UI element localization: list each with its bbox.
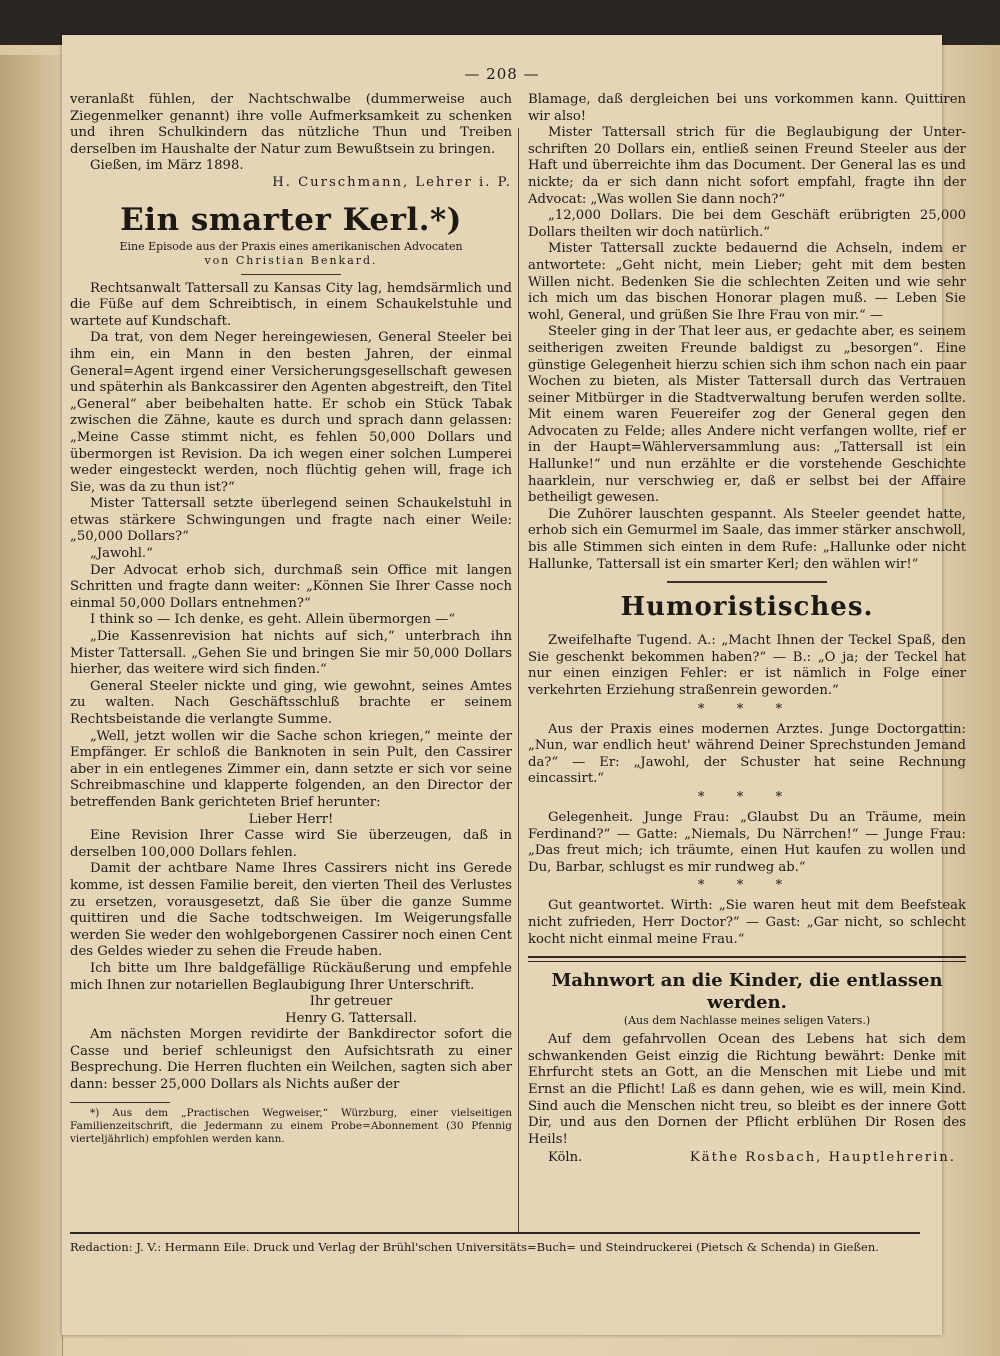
- humor-section-title: Humoristisches.: [620, 592, 874, 623]
- footer-divider: [70, 1232, 920, 1234]
- paragraph: General Steeler nickte und ging, wie gewohnt, seines Amtes zu walten. Nach Geschäftsschluß brachte er seinem Rechtsbeistande die verlangte Summe.: [70, 678, 512, 727]
- paragraph: Mister Tattersall strich für die Beglaubigung der Unterschriften 20 Dollars ein, entließ seinen Freund Steeler aus der Haft und überreichte ihm das Document. Der General las es und nickte; da er sich dann nicht sofort empfahl, fragte ihn der Advocat: „Was wollen Sie dann noch?“: [528, 125, 966, 207]
- asterism: * * *: [697, 878, 797, 894]
- footnote-divider: [70, 1102, 170, 1103]
- column-divider: [518, 128, 519, 1233]
- title-divider: [241, 274, 341, 275]
- asterism: * * *: [697, 789, 797, 805]
- letter-salutation: Lieber Herr!: [248, 811, 334, 827]
- author-signature: H. Curschmann, Lehrer i. P.: [272, 174, 512, 190]
- intro-paragraph: veranlaßt fühlen, der Nachtschwalbe (dummerweise auch Ziegenmelker genannt) ihre volle Aufmerksamkeit zu schenken und ihren Schulkindern das nützliche Thun und Treiben derselben im Haushalte der Natur zum Bewußtsein zu bringen.: [70, 92, 512, 157]
- article-subtitle-2: von Christian Benkard.: [204, 253, 378, 267]
- joke: Zweifelhafte Tugend. A.: „Macht Ihnen der Teckel Spaß, den Sie geschenkt bekommen haben?“ — B.: „O ja; der Teckel hat nur einen einzigen Fehler: er ist nämlich in Folge einer verkehrten Erziehung straßenrein geworden.“: [528, 633, 966, 698]
- paragraph: „Jawohl.“: [90, 546, 153, 562]
- paragraph: Mister Tattersall zuckte bedauernd die Achseln, indem er antwortete: „Geht nicht, mein Lieber; geht mit dem besten Willen nicht. Bedenken Sie die schlechten Zeiten und wie sehr ich mich um das bischen Honorar plagen muß. — Leben Sie wohl, General, und grüßen Sie Ihre Frau von mir.“ —: [528, 241, 966, 323]
- letter-paragraph: Damit der achtbare Name Ihres Cassirers nicht ins Gerede komme, ist dessen Familie bereit, den vierten Theil des Verlustes zu ersetzen, vorausgesetzt, daß Sie über die ganze Summe quittiren und die Sache todtschweigen. Im Weigerungsfalle werden Sie weder den wohlgeborgenen Cassirer noch einen Cent des Geldes wieder zu sehen die Freude haben.: [70, 861, 512, 960]
- poem-subtitle: (Aus dem Nachlasse meines seligen Vaters.): [623, 1014, 871, 1028]
- imprint-footer: Redaction: J. V.: Hermann Eile. Druck und Verlag der Brühl'schen Universitäts=Buch= und Steindruckerei (Pietsch & Schenda) in Gießen.: [70, 1240, 879, 1254]
- paragraph: Blamage, daß dergleichen bei uns vorkommen kann. Quittiren wir also!: [528, 92, 966, 124]
- paragraph: Mister Tattersall setzte überlegend seinen Schaukelstuhl in etwas stärkere Schwingungen und fragte nach einer Weile: „50,000 Dollars?“: [70, 496, 512, 545]
- poem-signature-line: [528, 1148, 966, 1167]
- book-spine: [0, 55, 63, 1356]
- letter-paragraph: Eine Revision Ihrer Casse wird Sie überzeugen, daß in derselben 100,000 Dollars fehlen.: [70, 828, 512, 860]
- paragraph: Die Zuhörer lauschten gespannt. Als Steeler geendet hatte, erhob sich ein Gemurmel im Saale, das immer stärker anschwoll, bis alle Stimmen sich einten in dem Rufe: „Hallunke oder nicht Hallunke, Tattersall ist ein smarter Kerl; den wählen wir!“: [528, 506, 966, 572]
- paragraph: „Well, jetzt wollen wir die Sache schon kriegen,“ meinte der Empfänger. Er schloß die Banknoten in sein Pult, den Cassirer aber in ein entlegenes Zimmer ein, dann setzte er sich vor seine Schreibmaschine und klapperte folgenden, an den Director der betreffenden Bank gerichteten Brief herunter:: [70, 728, 512, 810]
- paragraph: Rechtsanwalt Tattersall zu Kansas City lag, hemdsärmlich und die Füße auf dem Schreibtisch, in einem Schaukelstuhle und wartete auf Kundschaft.: [70, 280, 512, 329]
- page-number: — 208 —: [464, 65, 540, 83]
- poem-text: Auf dem gefahrvollen Ocean des Lebens hat sich dem schwankenden Geist einzig die Richtung bewährt: Denke mit Ehrfurcht stets an Gott, an die Menschen mit Liebe und mit Ernst an die Pflicht! Laß es dann gehen, wie es will, mein Kind. Sind auch die Menschen nicht treu, so bleibt es der innere Gott Dir, und aus den Dornen der Pflicht erblühen Dir Rosen des Heils!: [528, 1032, 966, 1147]
- article-subtitle-1: Eine Episode aus der Praxis eines amerikanischen Advocaten: [119, 239, 463, 253]
- section-double-rule: [528, 956, 966, 962]
- place-date: Gießen, im März 1898.: [90, 158, 244, 174]
- right-column: [528, 92, 966, 1167]
- section-divider: [667, 581, 827, 583]
- asterism: * * *: [697, 701, 797, 717]
- letter-closing: Ihr getreuer: [309, 994, 393, 1010]
- letter-paragraph: Ich bitte um Ihre baldgefällige Rückäußerung und empfehle mich Ihnen zur notariellen Beglaubigung Ihrer Unterschrift.: [70, 960, 512, 993]
- joke: Gut geantwortet. Wirth: „Sie waren heut mit dem Beefsteak nicht zufrieden, Herr Doctor?“ — Gast: „Gar nicht, so schlecht kocht nicht einmal meine Frau.“: [528, 898, 966, 947]
- letter-sender: Henry G. Tattersall.: [285, 1010, 417, 1026]
- joke: Aus der Praxis eines modernen Arztes. Junge Doctorgattin: „Nun, war endlich heut' während Deiner Sprechstunden Jemand da?“ — Er: „Jawohl, der Schuster hat seine Rechnung eincassirt.“: [528, 721, 966, 787]
- poem-author: Käthe Rosbach, Hauptlehrerin.: [689, 1150, 956, 1166]
- paragraph: Am nächsten Morgen revidirte der Bankdirector sofort die Casse und berief schleunigst den Aufsichtsrath zu einer Besprechung. Die Herren fluchten ein Weilchen, sagten sich aber dann: besser 25,000 Dollars als Nichts außer der: [70, 1027, 512, 1093]
- paragraph: „Die Kassenrevision hat nichts auf sich,“ unterbrach ihn Mister Tattersall. „Gehen Sie und bringen Sie mir 50,000 Dollars hierher, das weitere wird sich finden.“: [70, 629, 512, 678]
- paragraph: Der Advocat erhob sich, durchmaß sein Office mit langen Schritten und fragte dann weiter: „Können Sie Ihrer Casse noch einmal 50,000 Dollars entnehmen?“: [70, 562, 512, 611]
- left-column: [70, 92, 512, 1146]
- article-title: Ein smarter Kerl.*): [120, 201, 462, 238]
- footnote: *) Aus dem „Practischen Wegweiser,“ Würzburg, einer vielseitigen Familienzeitschrift, die Jedermann zu einem Probe=Abonnement (30 Pfennig vierteljährlich) empfohlen werden kann.: [70, 1106, 512, 1145]
- paragraph: „12,000 Dollars. Die bei dem Geschäft erübrigten 25,000 Dollars theilten wir doch natürlich.“: [528, 208, 966, 240]
- paragraph: Steeler ging in der That leer aus, er gedachte aber, es seinem seitherigen zweiten Freunde baldigst zu „besorgen“. Eine günstige Gelegenheit hierzu schien sich ihm schon nach ein paar Wochen zu bieten, als Mister Tattersall durch das Vertrauen seiner Mitbürger in die Stadtverwaltung berufen werden sollte. Mit einem waren Feuereifer zog der General gegen den Advocaten zu Felde; alles Andere nicht verfangen wollte, rief er in der Haupt=Wählerversammlung aus: „Tattersall ist ein Hallunke!“ und nun erzählte er die vorstehende Geschichte haarklein, nur verschwieg er, daß er selbst bei der Affaire betheiligt gewesen.: [528, 324, 966, 506]
- poem-place: Köln.: [548, 1150, 583, 1166]
- paragraph: I think so — Ich denke, es geht. Allein übermorgen —“: [90, 612, 456, 628]
- paragraph: Da trat, von dem Neger hereingewiesen, General Steeler bei ihm ein, ein Mann in den besten Jahren, der einmal General=Agent irgend einer Versicherungsgesellschaft gewesen und späterhin als Bankcassirer den Agenten abgestreift, den Titel „General“ aber beibehalten hatte. Er schob ein Stück Tabak zwischen die Zähne, kaute es durch und sprach dann gelassen: „Meine Casse stimmt nicht, es fehlen 50,000 Dollars und übermorgen ist Revision. Da ich wegen einer solchen Lumperei weder eingesteckt werden, noch flüchtig gehen will, frage ich Sie, was da zu thun ist?“: [70, 330, 512, 495]
- joke: Gelegenheit. Junge Frau: „Glaubst Du an Träume, mein Ferdinand?“ — Gatte: „Niemals, Du Närrchen!“ — Junge Frau: „Das freut mich; ich träumte, einen Hut kaufen zu wollen und Du, Barbar, schlugst es mir rundweg ab.“: [528, 809, 966, 875]
- poem-title: Mahnwort an die Kinder, die entlassen werden.: [551, 970, 943, 1014]
